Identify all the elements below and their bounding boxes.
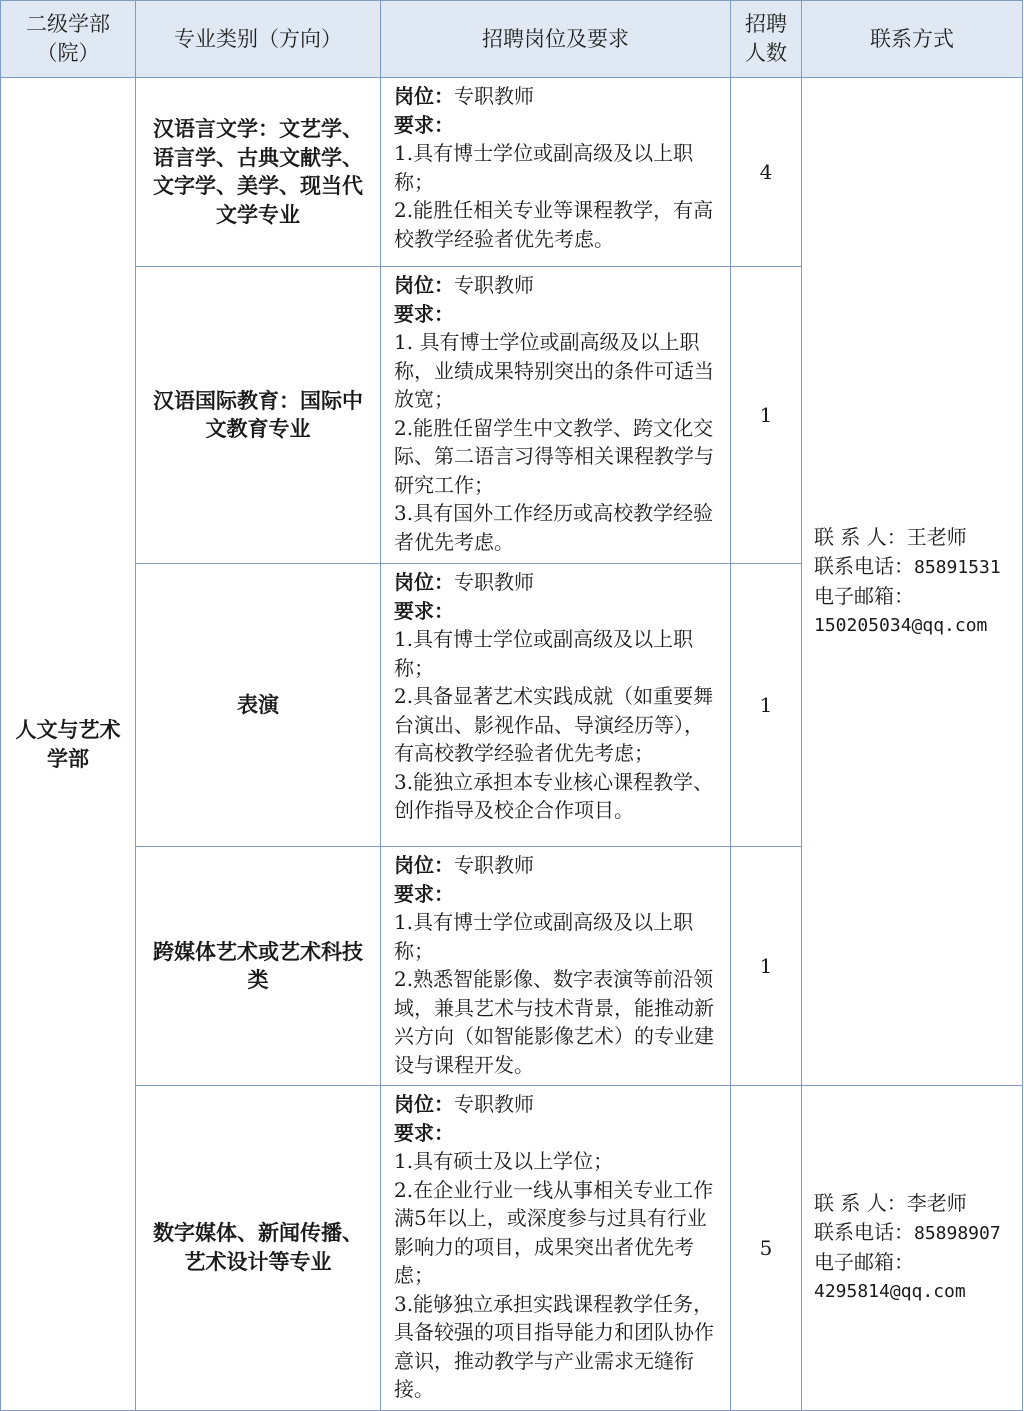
requirement-item: 3.能够独立承担实践课程教学任务，具备较强的项目指导能力和团队协作意识，推动教学与产业需求无缝衔接。 <box>394 1291 714 1401</box>
contact-cell <box>802 1086 1023 1411</box>
contact-email-label: 电子邮箱： <box>814 1250 914 1275</box>
header-dept: 二级学部（院） <box>1 1 136 78</box>
requirement-item: 2.熟悉智能影像、数字表演等前沿领域，兼具艺术与技术背景，能推动新兴方向（如智能影像艺术）的专业建设与课程开发。 <box>394 967 714 1077</box>
requirement-item: 3.具有国外工作经历或高校教学经验者优先考虑。 <box>394 501 714 554</box>
position-label: 岗位： <box>394 853 454 877</box>
position-text: 专职教师 <box>454 1092 534 1116</box>
requirements-label: 要求： <box>394 598 454 623</box>
position-text: 专职教师 <box>454 570 534 594</box>
contact-cell <box>802 78 1023 1086</box>
count-cell <box>731 78 802 267</box>
requirement-item: 2.在企业行业一线从事相关专业工作满5年以上，或深度参与过具有行业影响力的项目，成果突出者优先考虑； <box>394 1177 714 1287</box>
requirement-item: 1.具有博士学位或副高级及以上职称； <box>394 627 694 680</box>
position-text: 专职教师 <box>454 273 534 297</box>
count-cell <box>731 1086 802 1411</box>
count-cell <box>731 564 802 847</box>
header-major: 专业类别（方向） <box>136 1 381 78</box>
header-position: 招聘岗位及要求 <box>381 1 731 78</box>
position-label: 岗位： <box>394 1092 454 1116</box>
major-cell <box>136 564 381 847</box>
requirements-cell <box>381 1086 731 1411</box>
requirement-item: 1. 具有博士学位或副高级及以上职称，业绩成果特别突出的条件可适当放宽； <box>394 330 714 411</box>
position-label: 岗位： <box>394 570 454 594</box>
header-row <box>1 1 1023 78</box>
dept-name: 人文与艺术学部 <box>15 716 121 771</box>
header-count: 招聘人数 <box>731 1 802 78</box>
requirements-label: 要求： <box>394 1120 454 1145</box>
major-text: 数字媒体、新闻传播、艺术设计等专业 <box>153 1220 363 1274</box>
requirements-label: 要求： <box>394 301 454 326</box>
table-row <box>1 78 1023 267</box>
table-row <box>1 1086 1023 1411</box>
position-label: 岗位： <box>394 273 454 297</box>
requirement-item: 2.能胜任相关专业等课程教学，有高校教学经验者优先考虑。 <box>394 198 714 251</box>
count-value: 1 <box>759 954 773 978</box>
major-text: 表演 <box>237 691 279 717</box>
requirement-item: 1.具有博士学位或副高级及以上职称； <box>394 141 694 194</box>
requirements-cell <box>381 78 731 267</box>
requirement-item: 2.能胜任留学生中文教学、跨文化交际、第二语言习得等相关课程教学与研究工作； <box>394 415 714 497</box>
count-value: 1 <box>759 693 773 717</box>
header-contact: 联系方式 <box>802 1 1023 78</box>
major-cell <box>136 847 381 1086</box>
contact-email-label: 电子邮箱： <box>814 584 914 608</box>
major-cell <box>136 267 381 564</box>
contact-person: 联 系 人：李老师 <box>814 1191 967 1216</box>
major-text: 跨媒体艺术或艺术科技类 <box>153 938 363 992</box>
position-label: 岗位： <box>394 84 454 108</box>
contact-email[interactable]: 4295814@qq.com <box>814 1281 966 1303</box>
major-cell <box>136 1086 381 1411</box>
count-value: 4 <box>759 160 773 184</box>
requirements-cell <box>381 267 731 564</box>
contact-phone: 联系电话：85898907 <box>814 1220 1001 1245</box>
position-text: 专职教师 <box>454 853 534 877</box>
position-text: 专职教师 <box>454 84 534 108</box>
contact-person: 联 系 人：王老师 <box>814 525 967 549</box>
requirements-label: 要求： <box>394 881 454 906</box>
requirement-item: 2.具备显著艺术实践成就（如重要舞台演出、影视作品、导演经历等），有高校教学经验者优先考虑； <box>394 684 714 765</box>
contact-phone: 联系电话：85891531 <box>814 554 1001 578</box>
count-value: 5 <box>759 1235 773 1260</box>
requirement-item: 3.能独立承担本专业核心课程教学、创作指导及校企合作项目。 <box>394 769 714 822</box>
contact-email[interactable]: 150205034@qq.com <box>814 615 988 636</box>
major-text: 汉语言文学：文艺学、语言学、古典文献学、文字学、美学、现当代文学专业 <box>153 116 363 227</box>
requirement-item: 1.具有硕士及以上学位； <box>394 1149 614 1173</box>
requirement-item: 1.具有博士学位或副高级及以上职称； <box>394 910 694 963</box>
requirements-label: 要求： <box>394 112 454 137</box>
count-value: 1 <box>759 403 773 427</box>
count-cell <box>731 267 802 564</box>
major-cell <box>136 78 381 267</box>
requirements-cell <box>381 847 731 1086</box>
major-text: 汉语国际教育：国际中文教育专业 <box>153 387 363 441</box>
dept-cell <box>1 78 136 1411</box>
count-cell <box>731 847 802 1086</box>
requirements-cell <box>381 564 731 847</box>
